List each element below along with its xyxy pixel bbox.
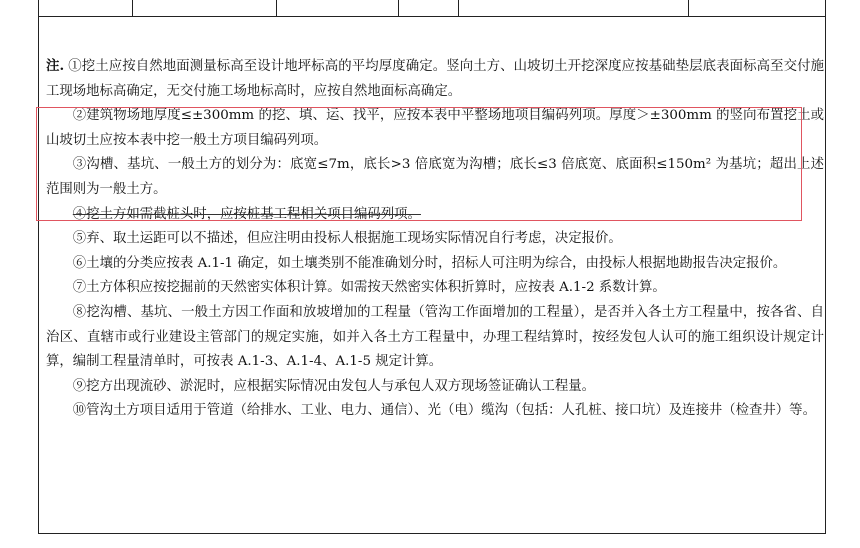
notes-section: [46, 54, 824, 424]
note-paragraph-9: ⑨挖方出现流砂、淤泥时，应根据实际情况由发包人与承包人双方现场签证确认工程量。: [72, 378, 596, 394]
note-paragraph-4: ④挖土方如需截桩头时，应按桩基工程相关项目编码列项。: [72, 206, 421, 222]
note-paragraph-7: ⑦土方体积应按挖掘前的天然密实体积计算。如需按天然密实体积折算时，应按表 A.1-2 系数计算。: [72, 280, 666, 296]
note-1-text: ①挖土应按自然地面测量标高至设计地坪标高的平均厚度确定。竖向土方、山坡切土开挖深度应按基础垫层底表面标高至交付施工现场地标高确定，无交付施工场地标高时，应按自然地面标高确定。: [46, 59, 824, 99]
note-lead: 注.: [46, 58, 65, 74]
note-paragraph-5: ⑤弃、取土运距可以不描述，但应注明由投标人根据施工现场实际情况自行考虑，决定报价。: [72, 231, 622, 247]
note-paragraph-8: ⑧挖沟槽、基坑、一般土方因工作面和放坡增加的工程量（管沟工作面增加的工程量），是否并入各土方工程量中，按各省、自治区、直辖市或行业建设主管部门的规定实施，如并入各土方工程量中，办理工程结算时，按经发包人认可的施工组织设计规定计算，编制工程量清单时，可按表 A.1-3、A.1-4、A.1-5 规定计算。: [46, 304, 824, 370]
note-paragraph-1: [46, 54, 824, 104]
table-bottom-strip: [38, 0, 826, 17]
table-column-divider: [398, 0, 399, 17]
table-column-divider: [688, 0, 689, 17]
note-paragraph-2: ②建筑物场地厚度≤±300mm 的挖、填、运、找平，应按本表中平整场地项目编码列项。厚度＞±300mm 的竖向布置挖土或山坡切土应按本表中挖一般土方项目编码列项。: [46, 108, 824, 148]
note-paragraph-3: ③沟槽、基坑、一般土方的划分为：底宽≤7m，底长>3 倍底宽为沟槽；底长≤3 倍底宽、底面积≤150m² 为基坑；超出上述范围则为一般土方。: [46, 157, 824, 197]
note-paragraph-10: ⑩管沟土方项目适用于管道（给排水、工业、电力、通信）、光（电）缆沟（包括：人孔桩、接口坑）及连接井（检查井）等。: [72, 403, 816, 419]
table-column-divider: [276, 0, 277, 17]
table-column-divider: [132, 0, 133, 17]
note-paragraph-6: ⑥土壤的分类应按表 A.1-1 确定，如土壤类别不能准确划分时，招标人可注明为综合，由投标人根据地勘报告决定报价。: [72, 255, 787, 271]
table-column-divider: [458, 0, 459, 17]
